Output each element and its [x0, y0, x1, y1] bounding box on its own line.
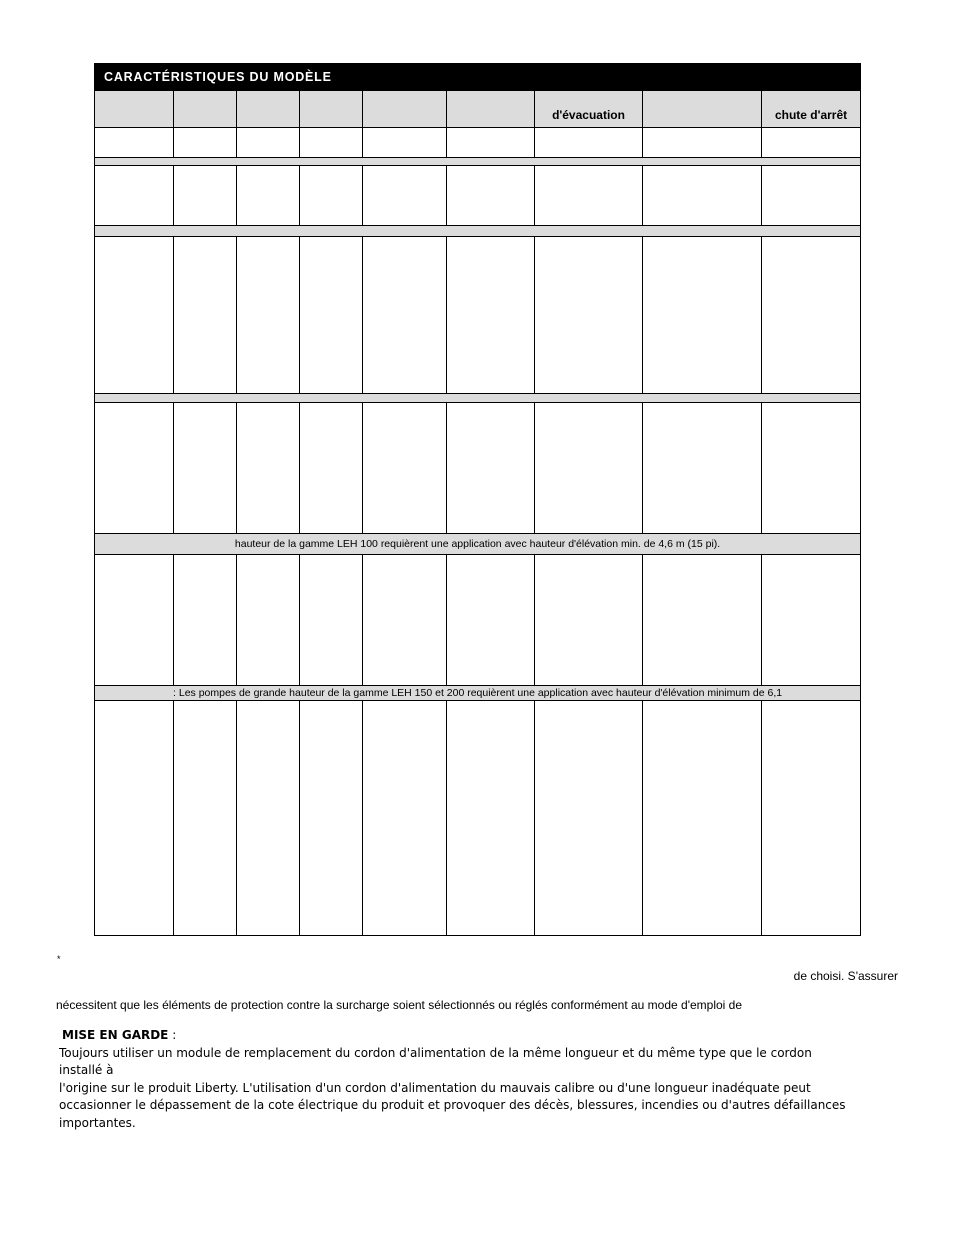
- header-row: [95, 91, 861, 128]
- table-row: [95, 555, 861, 686]
- section-separator: [95, 394, 861, 403]
- table-row: [95, 237, 861, 394]
- footnote-line: nécessitent que les éléments de protection contre la surcharge soient sélectionnés ou réglés conformément au mode d'emploi de: [56, 998, 743, 1012]
- table-row: [95, 403, 861, 534]
- column-header: [447, 91, 535, 128]
- section-note-row: [95, 534, 861, 555]
- column-header-discharge: d'évacuation: [535, 91, 643, 128]
- warning-line: Toujours utiliser un module de remplacement du cordon d'alimentation de la même longueur et du même type que le cordon installé à: [59, 1045, 812, 1077]
- table-row: [95, 166, 861, 226]
- warning-colon: :: [168, 1028, 177, 1042]
- column-header: [643, 91, 762, 128]
- warning-line: l'origine sur le produit Liberty. L'utilisation d'un cordon d'alimentation du mauvais calibre ou d'une longueur inadéquate peut: [59, 1080, 811, 1095]
- warning-block: [59, 1027, 849, 1132]
- section-note-row: [95, 686, 861, 701]
- footnote-right-text: de choisi. S'assurer: [793, 969, 898, 983]
- column-header: [237, 91, 300, 128]
- warning-title: MISE EN GARDE: [62, 1028, 169, 1042]
- column-header: [95, 91, 174, 128]
- note-leh150-200: : Les pompes de grande hauteur de la gamme LEH 150 et 200 requièrent une application avec hauteur d'élévation minimum de 6,1: [95, 686, 861, 701]
- column-header: [174, 91, 237, 128]
- column-header: [363, 91, 447, 128]
- section-separator: [95, 226, 861, 237]
- footnote-marker: *: [57, 954, 61, 964]
- column-header: [300, 91, 363, 128]
- note-leh100: hauteur de la gamme LEH 100 requièrent une application avec hauteur d'élévation min. de 4,6 m (15 pi).: [95, 534, 861, 555]
- warning-line: occasionner le dépassement de la cote électrique du produit et provoquer des décès, blessures, incendies ou d'autres défaillances: [59, 1098, 846, 1112]
- warning-line: importantes.: [59, 1115, 136, 1130]
- section-separator: [95, 158, 861, 166]
- table-row: [95, 128, 861, 158]
- table-row: [95, 701, 861, 936]
- column-header-stop-drop: chute d'arrêt: [762, 91, 861, 128]
- table-title: CARACTÉRISTIQUES DU MODÈLE: [95, 64, 861, 91]
- model-characteristics-table: [94, 63, 861, 936]
- warning-heading: [62, 1027, 849, 1045]
